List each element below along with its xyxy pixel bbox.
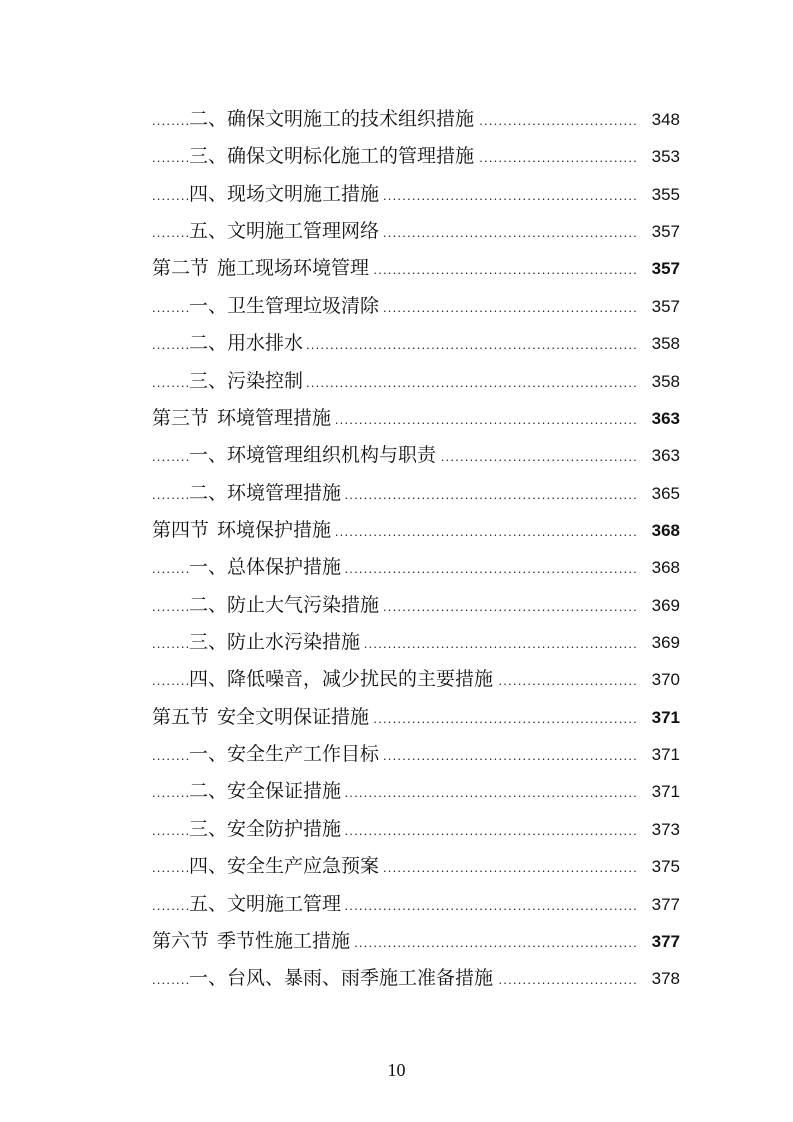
toc-page-number: 348 [638, 109, 680, 131]
toc-page-number: 369 [638, 632, 680, 654]
toc-entry-title: 二、安全保证措施 [189, 779, 344, 803]
toc-page-number: 355 [638, 184, 680, 206]
table-of-contents [0, 101, 793, 998]
toc-page-number: 357 [638, 221, 680, 243]
toc-entry[interactable] [0, 736, 793, 773]
toc-section-title: 安全文明保证措施 [217, 705, 370, 728]
page-number: 10 [387, 1060, 406, 1080]
toc-page-number: 377 [638, 894, 680, 916]
toc-entry[interactable] [0, 138, 793, 175]
toc-entry[interactable] [0, 624, 793, 661]
toc-entry[interactable] [0, 437, 793, 474]
toc-entry-title: 二、防止大气污染措施 [189, 593, 382, 617]
toc-page-number: 365 [638, 483, 680, 505]
toc-section-entry[interactable] [0, 400, 793, 437]
toc-entry-title: 三、污染控制 [189, 369, 306, 393]
toc-page-number: 378 [638, 968, 680, 990]
toc-section-title-group [152, 256, 372, 280]
toc-page-number: 368 [638, 557, 680, 579]
toc-entry-title: 二、确保文明施工的技术组织措施 [189, 107, 477, 131]
toc-section-number: 第五节 [152, 705, 210, 728]
toc-section-entry[interactable] [0, 923, 793, 960]
toc-entry-title: 三、确保文明标化施工的管理措施 [189, 144, 477, 168]
toc-page-number: 358 [638, 371, 680, 393]
toc-entry[interactable] [0, 886, 793, 923]
toc-page-number: 358 [638, 333, 680, 355]
toc-entry-title: 一、卫生管理垃圾清除 [189, 294, 382, 318]
toc-section-title: 环境管理措施 [217, 406, 332, 429]
toc-entry[interactable] [0, 811, 793, 848]
toc-section-number: 第六节 [152, 929, 210, 952]
toc-page-number: 377 [638, 931, 680, 953]
toc-entry-title: 一、环境管理组织机构与职责 [189, 443, 439, 467]
toc-section-number: 第二节 [152, 257, 210, 280]
toc-page-number: 357 [638, 258, 680, 280]
toc-section-title-group [152, 929, 353, 953]
toc-section-entry[interactable] [0, 512, 793, 549]
toc-entry[interactable] [0, 549, 793, 586]
toc-page-number: 371 [638, 744, 680, 766]
toc-section-entry[interactable] [0, 699, 793, 736]
toc-entry-title: 二、用水排水 [189, 331, 306, 355]
toc-page-number: 371 [638, 781, 680, 803]
toc-entry[interactable] [0, 773, 793, 810]
toc-section-title-group [152, 705, 372, 729]
toc-entry-title: 一、总体保护措施 [189, 555, 344, 579]
toc-entry[interactable] [0, 101, 793, 138]
toc-entry[interactable] [0, 587, 793, 624]
toc-section-title: 季节性施工措施 [217, 929, 351, 952]
toc-entry[interactable] [0, 325, 793, 362]
toc-page-number: 370 [638, 669, 680, 691]
toc-entry[interactable] [0, 848, 793, 885]
toc-entry-title: 五、文明施工管理网络 [189, 219, 382, 243]
toc-entry[interactable] [0, 363, 793, 400]
toc-page-number: 363 [638, 445, 680, 467]
toc-page-number: 373 [638, 819, 680, 841]
toc-entry-title: 一、安全生产工作目标 [189, 742, 382, 766]
toc-entry[interactable] [0, 288, 793, 325]
toc-entry-title: 三、安全防护措施 [189, 817, 344, 841]
toc-page-number: 369 [638, 595, 680, 617]
toc-entry-title: 一、台风、暴雨、雨季施工准备措施 [189, 966, 496, 990]
toc-entry-title: 五、文明施工管理 [189, 892, 344, 916]
toc-entry-title: 四、现场文明施工措施 [189, 182, 382, 206]
toc-page-number: 375 [638, 856, 680, 878]
toc-entry[interactable] [0, 213, 793, 250]
toc-section-entry[interactable] [0, 250, 793, 287]
toc-page-number: 363 [638, 408, 680, 430]
toc-entry[interactable] [0, 960, 793, 997]
toc-entry[interactable] [0, 475, 793, 512]
toc-entry[interactable] [0, 661, 793, 698]
toc-page-number: 353 [638, 146, 680, 168]
toc-entry-title: 三、防止水污染措施 [189, 630, 363, 654]
toc-entry[interactable] [0, 176, 793, 213]
toc-section-title-group [152, 518, 334, 542]
toc-entry-title: 二、环境管理措施 [189, 481, 344, 505]
toc-section-number: 第四节 [152, 518, 210, 541]
toc-section-number: 第三节 [152, 406, 210, 429]
toc-entry-title: 四、降低噪音，减少扰民的主要措施 [189, 667, 496, 691]
toc-page-number: 371 [638, 707, 680, 729]
toc-entry-title: 四、安全生产应急预案 [189, 854, 382, 878]
toc-section-title: 施工现场环境管理 [217, 257, 370, 280]
toc-section-title-group [152, 406, 334, 430]
toc-section-title: 环境保护措施 [217, 518, 332, 541]
toc-page-number: 357 [638, 296, 680, 318]
toc-page-number: 368 [638, 520, 680, 542]
